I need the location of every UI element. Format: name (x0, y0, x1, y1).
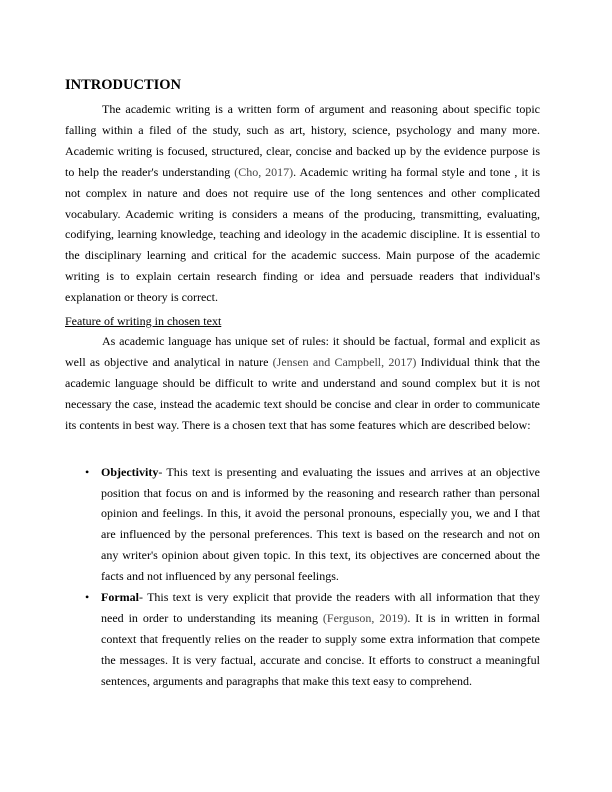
bullet-icon: • (85, 590, 90, 605)
feature-citation: (Jensen and Campbell, 2017) (272, 354, 417, 369)
feature-paragraph (65, 331, 540, 436)
term-formal: Formal (101, 590, 139, 605)
term-objectivity: Objectivity (101, 464, 159, 479)
feature-subheading: Feature of writing in chosen text (65, 314, 222, 329)
bullet-icon: • (85, 464, 90, 479)
formal-text-1: - This text is very explicit that provide the readers with all information that they need in order to understanding its meaning (101, 590, 540, 625)
intro-paragraph (65, 99, 540, 308)
intro-text-1: The academic writing is a written form of argument and reasoning about specific topic falling within a filed of the study, such as art, history, science, psychology and many more. Academic writing is focused, structured, clear, concise and backed up by the evidence purpose is to help the reader's understanding (65, 102, 540, 179)
document-page (65, 76, 540, 692)
intro-text-2: . Academic writing ha formal style and tone , it is not complex in nature and does not require use of the long sentences and other complicated vocabulary. Academic writing is considers a means of the producing, transmitting, evaluating, codifying, learning knowledge, teaching and ideology in the academic discipline. It is essential to the disciplinary learning and critical for the academic success. Main purpose of the academic writing is to explain certain research finding or idea and persuade readers that individual's explanation or theory is correct. (65, 164, 540, 305)
feature-list (65, 462, 540, 692)
formal-citation: (Ferguson, 2019) (322, 610, 408, 625)
intro-citation: (Cho, 2017) (234, 164, 294, 179)
objectivity-text: - This text is presenting and evaluating the issues and arrives at an objective position that focus on and is informed by the reasoning and research rather than personal opinion and feelings. In this, it avoid the personal pronouns, especially you, we and I that are influenced by the personal preferences. This text is based on the research and not on any writer's opinion about given topic. In this text, its objectives are concerned about the facts and not influenced by any personal feelings. (101, 464, 540, 584)
formal-text-2: . It is in written in formal context that frequently relies on the reader to supply some extra information that compete the messages. It is very factual, accurate and concise. It efforts to construct a meaningful sentences, arguments and paragraphs that make this text easy to comprehend. (101, 610, 540, 688)
section-heading: INTRODUCTION (65, 77, 182, 93)
list-item-formal (65, 587, 540, 692)
feature-text-2: Individual think that the academic language should be difficult to write and understand and sound complex but it is not necessary the case, instead the academic text should be concise and clear in order to communicate its contents in best way. There is a chosen text that has some features which are described below: (65, 354, 541, 432)
list-item-objectivity (65, 462, 540, 587)
feature-text-1: As academic language has unique set of rules: it should be factual, formal and explicit as well as objective and analytical in nature (65, 334, 540, 369)
